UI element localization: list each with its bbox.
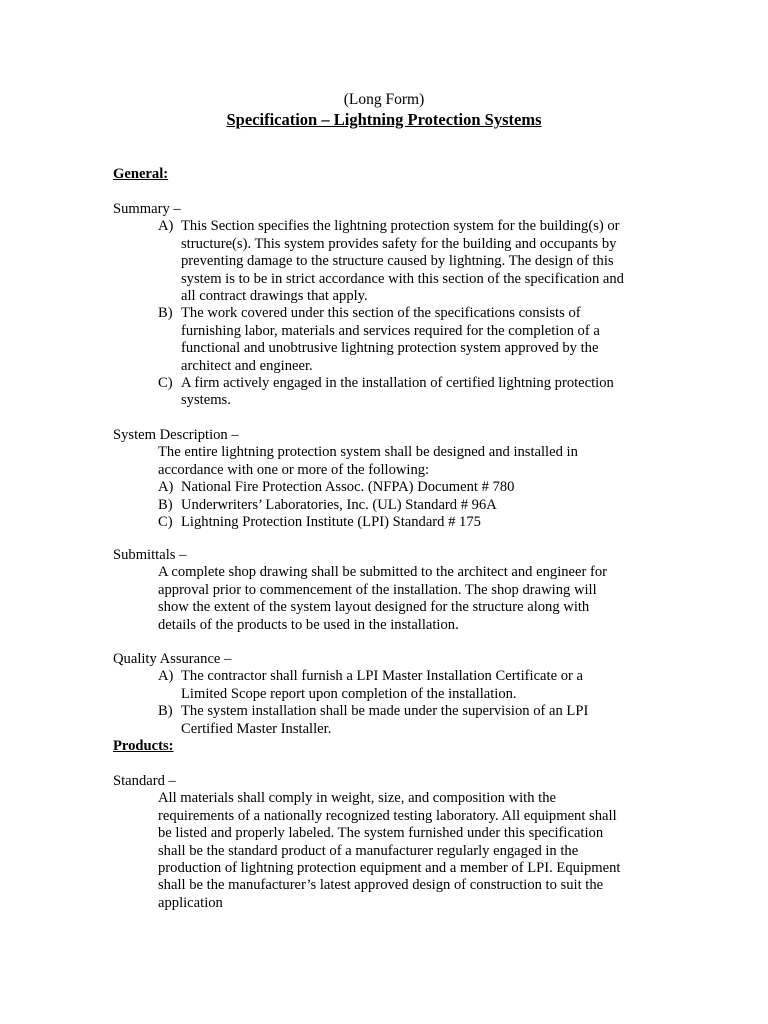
qa-item-b	[158, 703, 628, 738]
summary-label: Summary –	[113, 201, 181, 217]
item-letter: B)	[158, 703, 173, 720]
item-letter: B)	[158, 305, 173, 322]
item-text: The system installation shall be made under the supervision of an LPI Certified Master Installer.	[181, 703, 589, 737]
summary-item-a	[158, 218, 628, 305]
standard-item-c	[158, 514, 628, 531]
submittals-section	[113, 547, 673, 634]
submittals-label: Submittals –	[113, 547, 187, 563]
item-letter: B)	[158, 496, 173, 513]
qa-item-a	[158, 668, 628, 703]
item-letter: C)	[158, 375, 173, 392]
item-text: The work covered under this section of the specifications consists of furnishing labor, materials and services required for the completion of a functional and unobtrusive lightning protection system approved by the architect and engineer.	[181, 305, 600, 374]
submittals-text: A complete shop drawing shall be submitted to the architect and engineer for approval prior to commencement of the installation. The shop drawing will show the extent of the system layout designed for the structure along with details of the products to be used in the installation.	[158, 564, 608, 633]
summary-section	[113, 201, 673, 410]
system-description-label: System Description –	[113, 427, 239, 443]
item-letter: A)	[158, 479, 174, 496]
item-text: This Section specifies the lightning protection system for the building(s) or structure(s). This system provides safety for the building and occupants by preventing damage to the structure caused by lightning. The design of this system is to be in strict accordance with this section of the specification and all contract drawings that apply.	[181, 218, 624, 305]
quality-assurance-label: Quality Assurance –	[113, 651, 232, 667]
summary-item-b	[158, 305, 628, 375]
quality-assurance-list	[158, 668, 628, 738]
item-text: Lightning Protection Institute (LPI) Standard # 175	[181, 514, 481, 531]
system-description-section	[113, 427, 673, 531]
item-letter: C)	[158, 514, 173, 531]
item-text: A firm actively engaged in the installation of certified lightning protection systems.	[181, 375, 614, 409]
quality-assurance-section	[113, 651, 673, 738]
item-letter: A)	[158, 668, 174, 685]
standard-label: Standard –	[113, 773, 176, 789]
products-heading: Products:	[113, 738, 174, 754]
general-heading: General:	[113, 166, 169, 182]
document-subtitle: (Long Form)	[343, 91, 425, 108]
standard-text: All materials shall comply in weight, size, and composition with the requirements of a nationally recognized testing laboratory. All equipment shall be listed and properly labeled. The system furnished under this specification shall be the standard product of a manufacturer regularly engaged in the production of lightning protection equipment and a member of LPI. Equipment shall be the manufacturer’s latest approved design of construction to suit the application	[158, 790, 621, 911]
item-text: National Fire Protection Assoc. (NFPA) Document # 780	[181, 479, 515, 496]
standard-item-b	[158, 497, 628, 514]
item-text: Underwriters’ Laboratories, Inc. (UL) Standard # 96A	[181, 496, 497, 513]
item-letter: A)	[158, 218, 174, 235]
summary-list	[158, 218, 628, 409]
standard-section	[113, 773, 673, 912]
summary-item-c	[158, 375, 628, 410]
document-title: Specification – Lightning Protection Systems	[226, 110, 542, 129]
system-description-list	[158, 479, 628, 531]
standard-item-a	[158, 479, 628, 496]
system-description-intro: The entire lightning protection system shall be designed and installed in accordance with one or more of the following:	[158, 444, 578, 478]
item-text: The contractor shall furnish a LPI Master Installation Certificate or a Limited Scope report upon completion of the installation.	[181, 668, 583, 702]
